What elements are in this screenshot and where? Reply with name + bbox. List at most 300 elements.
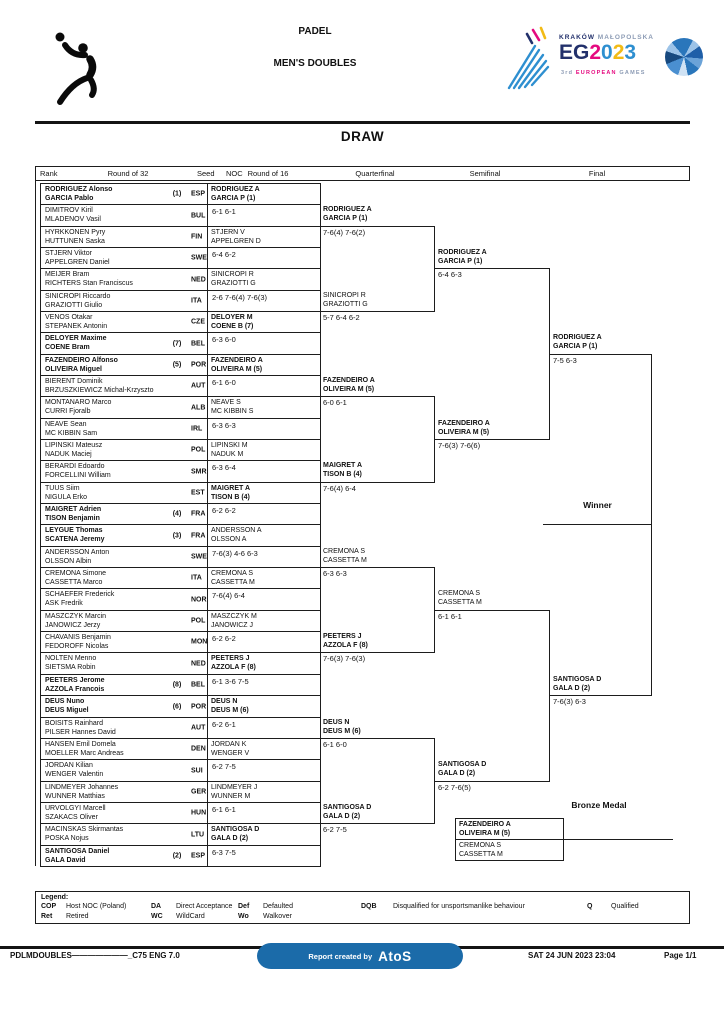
team-name: TISON Benjamin [45, 515, 100, 523]
team-name: BOISITS Rainhard [45, 720, 103, 727]
team-names [41, 846, 167, 865]
r16-winner-box [207, 695, 321, 718]
event-title: MEN'S DOUBLES [273, 58, 357, 69]
r32-team-box [40, 503, 208, 525]
team-name: MONTANARO Marco [45, 399, 112, 406]
noc-code: ESP [191, 190, 206, 198]
team-name: NEAVE Sean [45, 421, 87, 428]
team-name: GRAZIOTTI G [323, 301, 368, 309]
team-name: DEUS Nuno [45, 698, 85, 705]
team-name: MASZCZYK Marcin [45, 613, 107, 620]
col-rank: Rank [40, 169, 58, 178]
seed: (2) [172, 852, 182, 860]
r16-winner-box [207, 226, 321, 248]
legend-code: COP [41, 903, 57, 910]
team-names [41, 184, 167, 203]
legend-box [35, 891, 690, 924]
final-winner-names [553, 675, 651, 693]
team-name: WENGER V [211, 750, 250, 758]
bronze-team-box [455, 839, 564, 861]
team-name: NIGULA Erko [45, 494, 88, 502]
legend-label: Host NOC (Poland) [66, 903, 127, 910]
team-name: SINICROPI R [323, 292, 366, 299]
legend-code: Q [587, 903, 593, 910]
team-name: GALA D (2) [438, 770, 476, 778]
match-score: 7-6(4) 7-6(2) [323, 228, 366, 237]
noc-code: SUI [191, 767, 203, 774]
team-name: VENOS Otakar [45, 314, 93, 321]
team-name: AZZOLA F (8) [211, 664, 256, 672]
table-left-border [35, 166, 36, 866]
footer-page-number: Page 1/1 [664, 951, 697, 960]
team-name: NOLTEN Menno [45, 655, 97, 662]
team-name: GALA D (2) [211, 835, 249, 843]
r16-score-box [207, 247, 321, 269]
team-names [41, 782, 167, 801]
noc-code: LTU [191, 831, 205, 838]
col-seed: Seed [197, 169, 215, 178]
team-name: DELOYER Maxime [45, 335, 107, 342]
team-names [208, 227, 320, 246]
sport-title: PADEL [298, 26, 332, 37]
team-name: OLIVEIRA Miguel [45, 366, 102, 374]
r32-team-box [40, 759, 208, 782]
team-name: SANTIGOSA D [553, 676, 602, 683]
team-names [208, 312, 320, 331]
logo-tagline [561, 70, 646, 76]
legend-code: Def [238, 903, 250, 910]
r16-score-box [207, 845, 321, 867]
seed: (7) [172, 340, 182, 347]
team-name: RICHTERS Stan Franciscus [45, 280, 133, 288]
team-name: SCHAEFER Frederick [45, 591, 115, 598]
team-names [208, 355, 320, 374]
eg-mosaic-ball-icon [665, 38, 703, 76]
team-name: NADUK M [211, 451, 244, 459]
team-name: DEUS N [211, 698, 238, 705]
page-title: DRAW [340, 129, 385, 144]
r16-winner-box [207, 482, 321, 504]
team-name: TISON B (4) [323, 471, 362, 479]
r32-team-box [40, 482, 208, 504]
sf-winner-names [438, 248, 549, 266]
team-names [41, 568, 167, 587]
team-names [208, 440, 320, 459]
team-name: CREMONA S [459, 842, 502, 849]
seed: (4) [172, 510, 182, 518]
team-name: CASSETTA M [438, 599, 482, 607]
r16-score-box [207, 332, 321, 355]
team-names [41, 653, 167, 672]
match-score: 6-1 6-0 [212, 378, 236, 387]
winner-label: Winner [583, 500, 612, 510]
r16-score-box [207, 759, 321, 782]
team-name: FEDOROFF Nicolas [45, 643, 109, 651]
noc-code: ALB [191, 404, 206, 411]
legend-label: Disqualified for unsportsmanlike behaviour [393, 903, 525, 910]
team-name: OLSSON A [211, 536, 247, 544]
r16-score-box [207, 290, 321, 312]
team-name: DELOYER M [211, 314, 253, 321]
team-names [208, 696, 320, 715]
r32-team-box [40, 674, 208, 696]
r16-score-box [207, 588, 321, 611]
col-final: Final [588, 169, 606, 178]
match-score: 6-2 7-5 [323, 825, 347, 834]
atos-badge [257, 943, 463, 969]
match-score: 6-1 6-1 [212, 207, 236, 216]
match-score: 2-6 7-6(4) 7-6(3) [212, 293, 268, 302]
qf-winner-names [323, 803, 434, 821]
team-name: WENGER Valentin [45, 771, 104, 779]
bronze-medal-label: Bronze Medal [571, 800, 627, 810]
team-name: GARCIA P (1) [553, 343, 598, 351]
team-name: BIERENT Dominik [45, 378, 103, 385]
r32-team-box [40, 204, 208, 227]
team-name: APPELGREN Daniel [45, 259, 110, 267]
r32-team-box [40, 524, 208, 547]
team-name: ANDERSSON A [211, 527, 262, 534]
r16-winner-box [207, 524, 321, 547]
noc-code: NED [191, 276, 206, 283]
team-names [456, 819, 563, 838]
r16-winner-box [207, 439, 321, 461]
team-names [41, 589, 167, 608]
team-names [208, 568, 320, 587]
legend-code: Wo [238, 913, 249, 920]
match-underline [435, 781, 550, 782]
team-names [208, 525, 320, 544]
noc-code: ITA [191, 574, 202, 582]
match-score: 6-0 6-1 [323, 398, 347, 407]
team-names [41, 675, 167, 694]
team-name: MASZCZYK M [211, 613, 257, 620]
team-names [208, 397, 320, 416]
connector-line [434, 396, 435, 483]
match-score: 6-3 6-0 [212, 335, 236, 344]
noc-code: NED [191, 660, 206, 667]
team-names [208, 782, 320, 801]
match-score: 6-2 7-6(5) [438, 783, 471, 792]
logo-tagline-pre: 3rd [561, 70, 574, 76]
noc-code: AUT [191, 724, 206, 732]
r16-score-box [207, 418, 321, 440]
noc-code: FRA [191, 510, 206, 518]
team-name: DEUS N [323, 719, 350, 726]
connector-line [549, 610, 550, 782]
r32-team-box [40, 802, 208, 824]
final-winner-names [553, 333, 651, 351]
team-name: SIETSMA Robin [45, 664, 96, 672]
team-names [41, 248, 167, 267]
team-names [41, 269, 167, 288]
team-name: MC KIBBIN S [211, 408, 254, 416]
noc-code: SMR [191, 468, 207, 475]
sf-winner-names [438, 760, 549, 778]
match-underline [320, 396, 435, 397]
team-name: JORDAN Kilian [45, 762, 93, 769]
logo-region: MAŁOPOLSKA [597, 34, 655, 41]
team-name: APPELGREN D [211, 238, 261, 246]
team-name: RODRIGUEZ A [323, 206, 372, 213]
logo-digit: 0 [601, 41, 613, 64]
team-name: GARCIA P (1) [211, 195, 256, 203]
team-name: GRAZIOTTI G [211, 280, 256, 288]
match-score: 7-6(4) 6-4 [323, 484, 356, 493]
team-name: LIPINSKI Mateusz [45, 442, 103, 449]
match-score: 6-2 6-1 [212, 720, 236, 729]
team-names [41, 803, 167, 822]
team-name: DEUS Miguel [45, 707, 89, 715]
noc-code: IRL [191, 425, 203, 433]
noc-code: FRA [191, 532, 206, 539]
logo-city: KRAKÓW [559, 34, 595, 41]
r16-winner-box [207, 738, 321, 760]
noc-code: HUN [191, 809, 207, 817]
noc-code: ITA [191, 297, 202, 305]
r32-team-box [40, 823, 208, 846]
legend-title: Legend: [41, 894, 69, 901]
noc-code: MON [191, 638, 208, 646]
legend-code: DQB [361, 903, 377, 910]
r16-score-box [207, 546, 321, 568]
team-name: SZAKACS Oliver [45, 814, 98, 822]
match-underline [320, 567, 435, 568]
team-name: LIPINSKI M [211, 442, 248, 449]
team-name: CASSETTA M [459, 851, 503, 859]
r32-team-box [40, 738, 208, 760]
match-score: 7-6(3) 6-3 [553, 697, 586, 706]
team-names [41, 291, 167, 310]
match-score: 6-1 6-0 [323, 740, 347, 749]
bronze-winner-line [563, 839, 673, 840]
sf-winner-names [438, 419, 549, 437]
r16-winner-box [207, 268, 321, 291]
match-underline [320, 311, 435, 312]
team-name: CHAVANIS Benjamin [45, 634, 111, 641]
team-name: CASSETTA M [323, 557, 367, 565]
team-name: CREMONA S [323, 548, 366, 555]
match-score: 7-6(3) 4-6 6-3 [212, 549, 258, 558]
team-name: TISON B (4) [211, 494, 250, 502]
r32-team-box [40, 567, 208, 589]
match-score: 6-2 7-5 [212, 762, 236, 771]
r32-team-box [40, 460, 208, 483]
atos-logo: AtoS [378, 948, 412, 964]
team-name: STJERN V [211, 229, 245, 236]
r16-score-box [207, 802, 321, 824]
team-names [41, 419, 167, 438]
team-name: SINICROPI Riccardo [45, 293, 111, 300]
team-name: HANSEN Emil Domela [45, 741, 116, 748]
team-name: FORCELLINI William [45, 472, 111, 480]
legend-label: Walkover [263, 913, 292, 920]
r16-score-box [207, 717, 321, 739]
team-name: SCATENA Jeremy [45, 536, 105, 544]
seed: (1) [172, 190, 182, 198]
r16-winner-box [207, 652, 321, 675]
logo-digit: 3 [624, 41, 637, 64]
team-names [41, 205, 167, 224]
match-score: 6-1 6-1 [438, 612, 462, 621]
team-names [41, 397, 167, 416]
logo-digit: 2 [612, 41, 625, 64]
team-name: OLSSON Albin [45, 558, 92, 566]
team-name: PEETERS J [211, 655, 250, 662]
team-names [41, 504, 167, 523]
team-name: LINDMEYER Johannes [45, 784, 119, 791]
team-name: PEETERS Jerome [45, 677, 105, 684]
match-score: 6-4 6-3 [438, 270, 462, 279]
team-name: OLIVEIRA M (5) [459, 830, 511, 838]
team-name: ANDERSSON Anton [45, 549, 110, 556]
team-names [41, 227, 167, 246]
team-names [41, 824, 167, 843]
team-name: GALA David [45, 857, 86, 865]
r32-team-box [40, 781, 208, 803]
match-underline [550, 354, 652, 355]
r32-team-box [40, 247, 208, 269]
team-names [41, 483, 167, 502]
r16-winner-box [207, 567, 321, 589]
team-name: GARCIA Pablo [45, 195, 94, 203]
match-score: 7-6(3) 7-6(6) [438, 441, 481, 450]
noc-code: NOR [191, 596, 207, 603]
noc-code: POL [191, 617, 206, 625]
team-name: AZZOLA F (8) [323, 642, 368, 650]
team-name: FAZENDEIRO Alfonso [45, 357, 118, 364]
team-names [208, 269, 320, 288]
team-name: JANOWICZ J [211, 622, 253, 630]
team-name: MAIGRET A [211, 485, 251, 492]
r32-team-box [40, 332, 208, 355]
team-name: DIMITROV Kiril [45, 207, 93, 214]
team-name: AZZOLA Francois [45, 686, 105, 694]
connector-line [434, 226, 435, 312]
noc-code: AUT [191, 382, 206, 390]
match-underline [320, 652, 435, 653]
team-name: FAZENDEIRO A [459, 821, 511, 828]
r16-winner-box [207, 183, 321, 205]
noc-code: DEN [191, 745, 206, 753]
team-names [208, 483, 320, 502]
legend-code: WC [151, 913, 163, 920]
team-name: CURRI Fjoralb [45, 408, 91, 416]
team-name: BERARDI Edoardo [45, 463, 105, 470]
team-names [456, 840, 563, 859]
r32-team-box [40, 546, 208, 568]
legend-code: DA [151, 903, 162, 910]
team-name: CREMONA S [438, 590, 481, 597]
noc-code: BEL [191, 340, 205, 347]
team-name: URVOLGYI Marcell [45, 805, 106, 812]
noc-code: POL [191, 446, 206, 454]
team-names [208, 739, 320, 758]
match-score: 6-3 6-4 [212, 463, 236, 472]
r16-score-box [207, 375, 321, 397]
col-noc: NOC [226, 169, 243, 178]
team-name: SANTIGOSA Daniel [45, 848, 110, 855]
r32-team-box [40, 311, 208, 333]
team-name: STJERN Viktor [45, 250, 92, 257]
eg2023-logo [505, 22, 705, 98]
qf-winner-names [323, 547, 434, 565]
noc-code: ESP [191, 852, 206, 860]
team-name: GRAZIOTTI Giulio [45, 302, 103, 310]
footer-doc-code: PDLMDOUBLES———————_C75 ENG 7.0 [10, 951, 180, 960]
noc-code: CZE [191, 318, 205, 326]
team-name: COENE Bram [45, 344, 90, 352]
noc-code: POR [191, 361, 207, 369]
team-names [41, 632, 167, 651]
team-name: CASSETTA Marco [45, 579, 103, 587]
footer-datetime: SAT 24 JUN 2023 23:04 [528, 951, 616, 960]
team-names [41, 718, 167, 737]
r32-team-box [40, 588, 208, 611]
team-name: FAZENDEIRO A [211, 357, 263, 364]
noc-code: SWE [191, 553, 207, 561]
match-score: 6-1 6-1 [212, 805, 236, 814]
team-name: RODRIGUEZ A [211, 186, 260, 193]
col-semifinal: Semifinal [469, 169, 501, 178]
r16-winner-box [207, 396, 321, 419]
legend-label: Retired [66, 913, 89, 920]
team-name: SINICROPI R [211, 271, 254, 278]
noc-code: POR [191, 703, 207, 710]
match-score: 6-3 6-3 [212, 421, 236, 430]
team-names [41, 547, 167, 566]
match-score: 5-7 6-4 6-2 [323, 313, 360, 322]
r16-score-box [207, 460, 321, 483]
qf-winner-names [323, 205, 434, 223]
winner-line [543, 524, 652, 525]
team-name: BRZUSZKIEWICZ Michal-Krzyszto [45, 387, 154, 395]
col-round-of-16: Round of 16 [247, 169, 289, 178]
legend-code: Ret [41, 913, 53, 920]
team-name: NADUK Maciej [45, 451, 92, 459]
match-underline [435, 268, 550, 269]
team-name: STEPANEK Antonin [45, 323, 108, 331]
match-score: 7-5 6-3 [553, 356, 577, 365]
team-name: LINDMEYER J [211, 784, 258, 791]
team-names [208, 184, 320, 203]
r16-score-box [207, 503, 321, 525]
legend-label: WildCard [176, 913, 205, 920]
team-name: GARCIA P (1) [438, 258, 483, 266]
team-name: HYRKKONEN Pyry [45, 229, 106, 236]
qf-winner-names [323, 291, 434, 309]
match-score: 6-3 6-3 [323, 569, 347, 578]
r16-score-box [207, 631, 321, 653]
report-credit: Report created by [308, 951, 373, 961]
r32-team-box [40, 631, 208, 653]
r32-team-box [40, 695, 208, 718]
r16-winner-box [207, 354, 321, 376]
r32-team-box [40, 354, 208, 376]
team-name: WUNNER M [211, 793, 251, 801]
team-name: GALA D (2) [553, 685, 591, 693]
logo-tagline-post: GAMES [619, 70, 646, 76]
seed: (5) [172, 361, 182, 369]
r32-team-box [40, 717, 208, 739]
team-name: CASSETTA M [211, 579, 255, 587]
match-underline [435, 610, 550, 611]
seed: (3) [172, 532, 182, 539]
eg-logo-figure [505, 24, 555, 92]
qf-winner-names [323, 632, 434, 650]
r32-team-box [40, 290, 208, 312]
match-score: 6-3 7-5 [212, 848, 236, 857]
